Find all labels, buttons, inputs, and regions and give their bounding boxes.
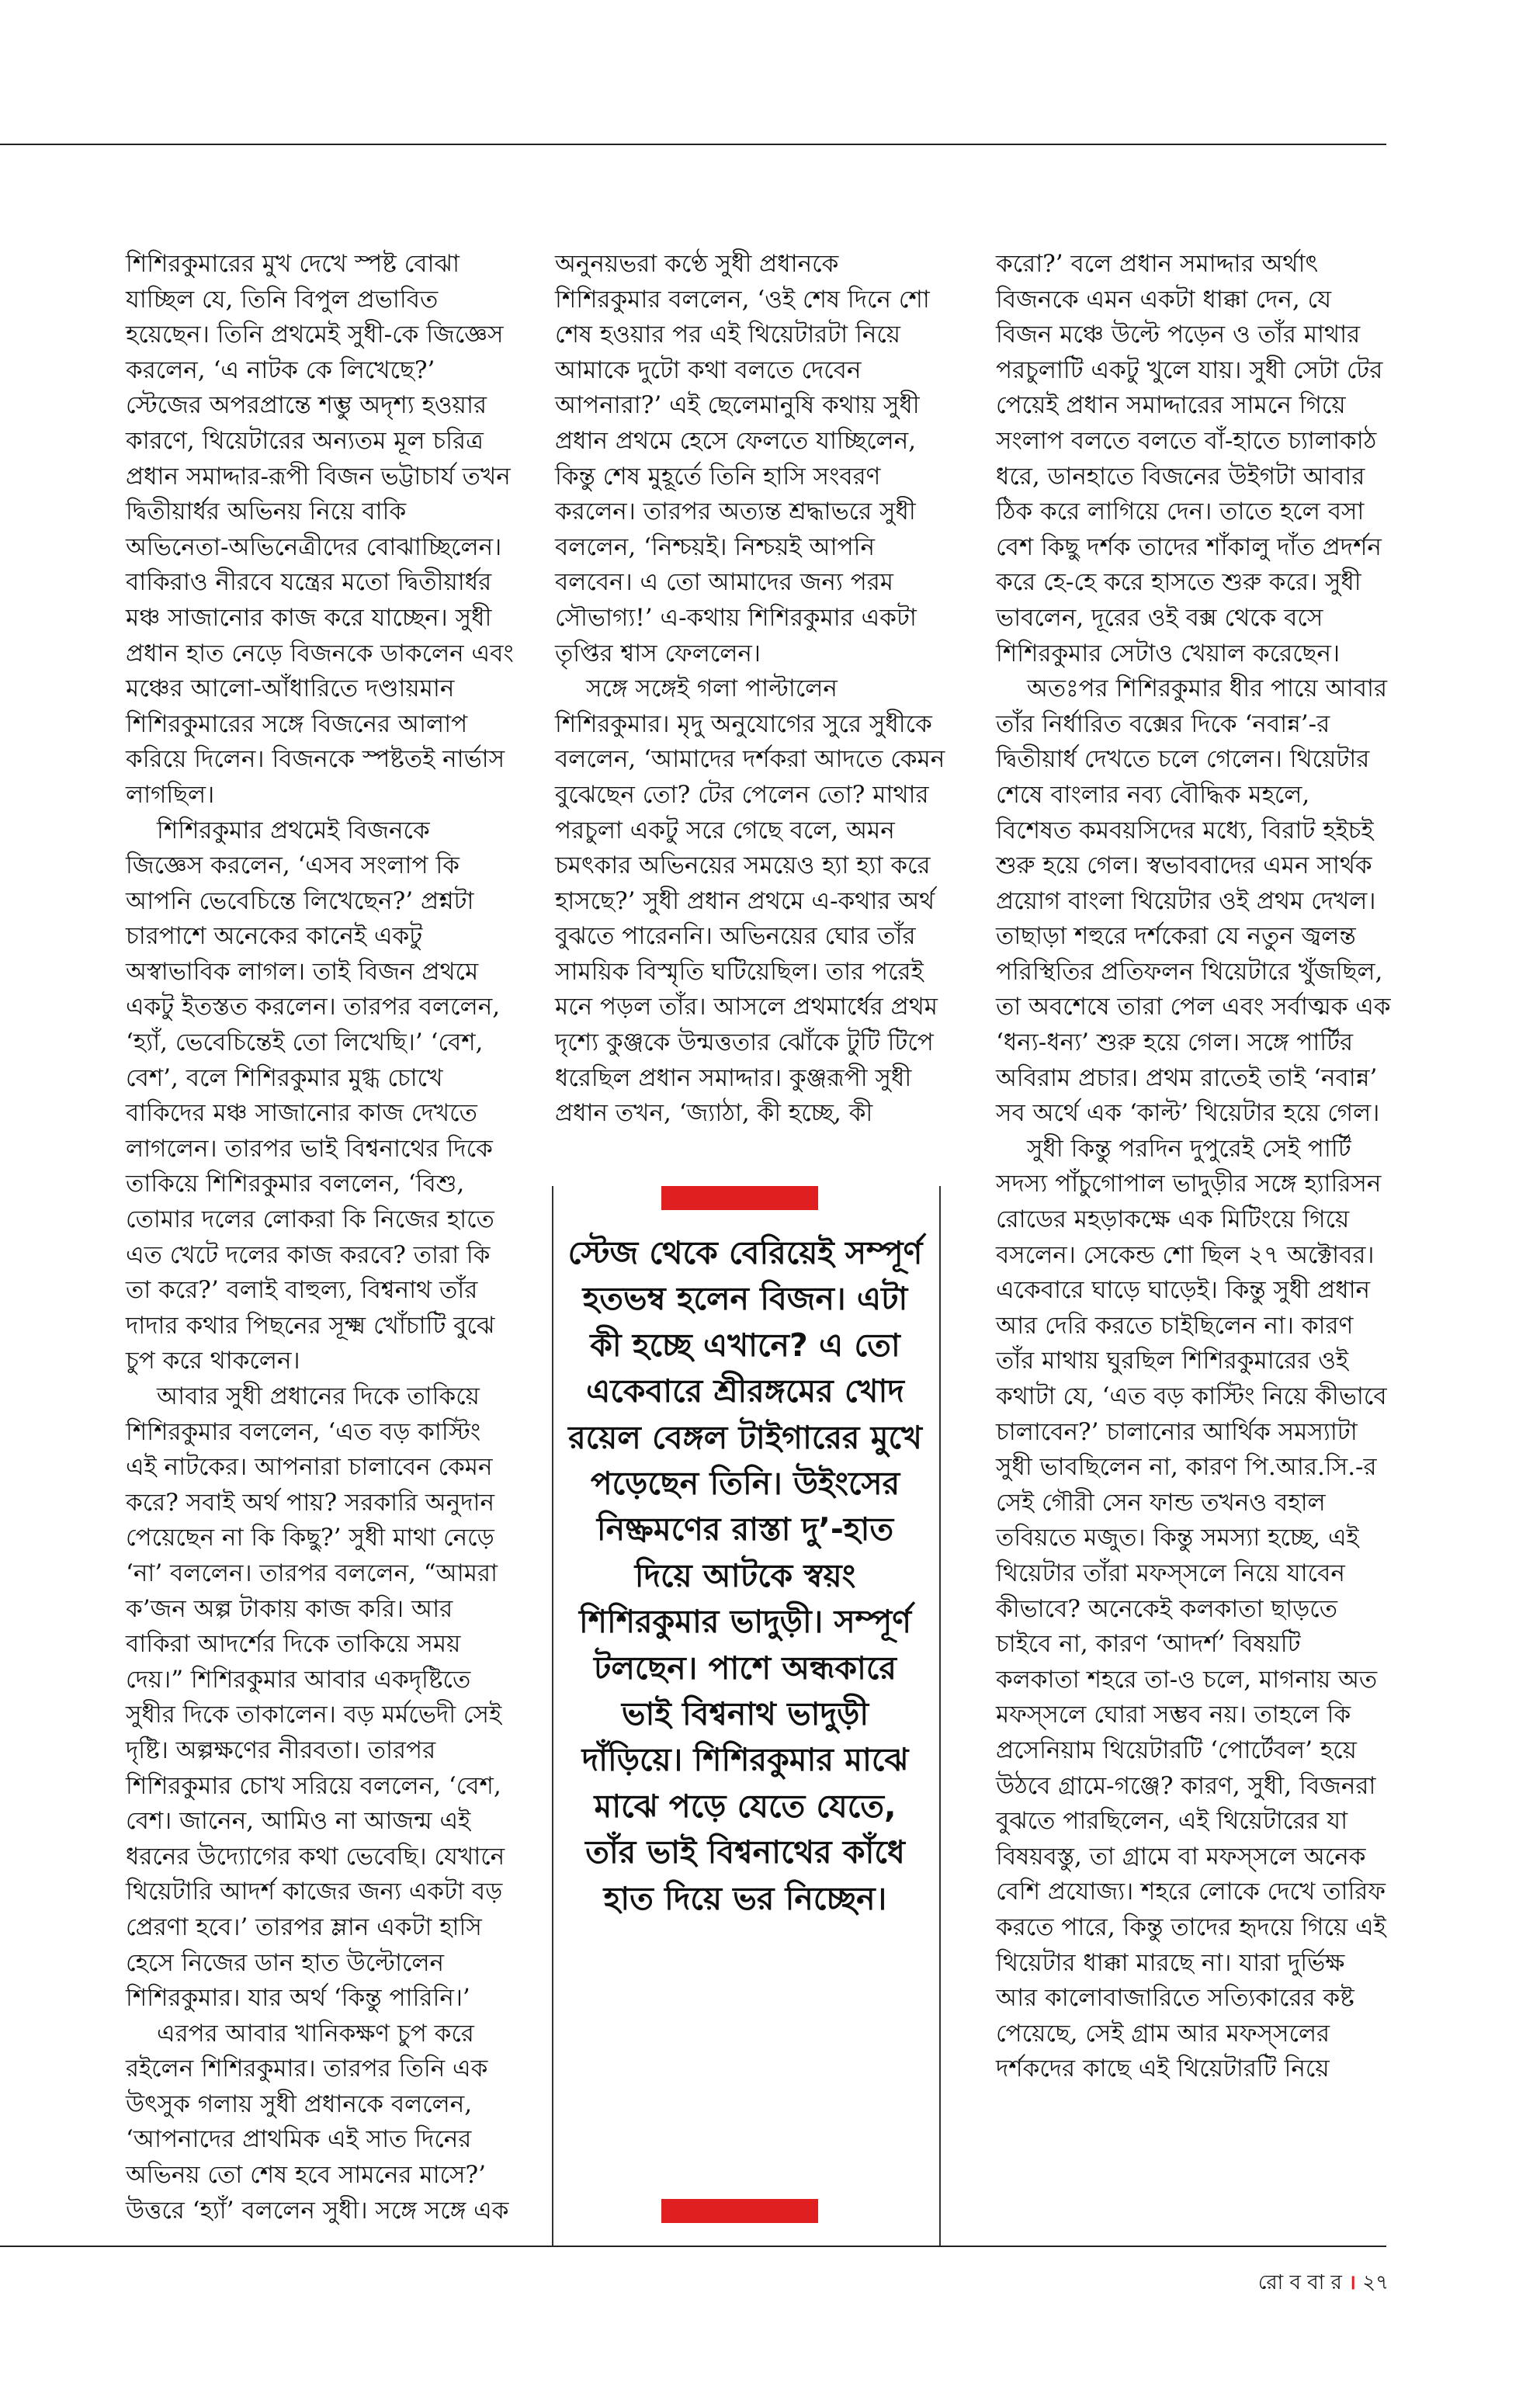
pull-quote: স্টেজ থেকে বেরিয়েই সম্পূর্ণ হতভম্ব হলেন বিজন। এটা কী হচ্ছে এখানে? এ তো একেবারে শ্রীরঙ্গমের খোদ রয়েল বেঙ্গল টাইগারের মুখে পড়েছেন তিনি। উইংসের নিষ্ক্রমণের রাস্তা দু’-হাত দিয়ে আটকে স্বয়ং শিশিরকুমার ভাদুড়ী। সম্পূর্ণ টলছেন। পাশে অন্ধকারে ভাই বিশ্বনাথ ভাদুড়ী দাঁড়িয়ে। শিশিরকুমার মাঝে মাঝে পড়ে যেতে যেতে, তাঁর ভাই বিশ্বনাথের কাঁধে হাত দিয়ে ভর নিচ্ছেন।: [567, 1234, 923, 1917]
paragraph: আবার সুধী প্রধানের দিকে তাকিয়ে শিশিরকুমার বললেন, ‘এত বড় কাস্টিং এই নাটকের। আপনারা চালাবেন কেমন করে? সবাই অর্থ পায়? সরকারি অনুদান পেয়েছেন না কি কিছু?’ সুধী মাথা নেড়ে ‘না’ বললেন। তারপর বললেন, “আমরা ক’জন অল্প টাকায় কাজ করি। আর বাকিরা আদর্শের দিকে তাকিয়ে সময় দেয়।” শিশিরকুমার আবার একদৃষ্টিতে সুধীর দিকে তাকালেন। বড় মর্মভেদী সেই দৃষ্টি। অল্পক্ষণের নীরবতা। তারপর শিশিরকুমার চোখ সরিয়ে বললেন, ‘বেশ, বেশ। জানেন, আমিও না আজন্ম এই ধরনের উদ্যোগের কথা ভেবেছি। যেখানে থিয়েটারি আদর্শ কাজের জন্য একটা বড় প্রেরণা হবে।’ তারপর ম্লান একটা হাসি হেসে নিজের ডান হাত উল্টোলেন শিশিরকুমার। যার অর্থ ‘কিন্তু পারিনি।’: [126, 1382, 505, 2013]
text-column-2: [555, 247, 951, 1132]
top-rule: [0, 144, 1386, 145]
paragraph: শিশিরকুমারের মুখ দেখে স্পষ্ট বোঝা যাচ্ছিল যে, তিনি বিপুল প্রভাবিত হয়েছেন। তিনি প্রথমেই সুধী-কে জিজ্ঞেস করলেন, ‘এ নাটক কে লিখেছে?’ স্টেজের অপরপ্রান্তে শম্ভু অদৃশ্য হওয়ার কারণে, থিয়েটারের অন্যতম মূল চরিত্র প্রধান সমাদ্দার-রূপী বিজন ভট্টাচার্য তখন দ্বিতীয়ার্ধর অভিনয় নিয়ে বাকি অভিনেতা-অভিনেত্রীদের বোঝাচ্ছিলেন। বাকিরাও নীরবে যন্ত্রের মতো দ্বিতীয়ার্ধর মঞ্চ সাজানোর কাজ করে যাচ্ছেন। সুধী প্রধান হাত নেড়ে বিজনকে ডাকলেন এবং মঞ্চের আলো-আঁধারিতে দণ্ডায়মান শিশিরকুমারের সঙ্গে বিজনের আলাপ করিয়ে দিলেন। বিজনকে স্পষ্টতই নার্ভাস লাগছিল।: [126, 250, 514, 809]
quote-accent-bar-bottom: [661, 2199, 818, 2223]
page-number: ২৭: [1362, 2271, 1389, 2294]
paragraph: সঙ্গে সঙ্গেই গলা পাল্টালেন শিশিরকুমার। মৃদু অনুযোগের সুরে সুধীকে বললেন, ‘আমাদের দর্শকরা আদতে কেমন বুঝেছেন তো? টের পেলেন তো? মাথার পরচুলা একটু সরে গেছে বলে, অমন চমৎকার অভিনয়ের সময়েও হ্যা হ্যা করে হাসছে?’ সুধী প্রধান প্রথমে এ-কথার অর্থ বুঝতে পারেননি। অভিনয়ের ঘোর তাঁর সাময়িক বিস্মৃতি ঘটিয়েছিল। তার পরেই মনে পড়ল তাঁর। আসলে প্রথমার্ধের প্রথম দৃশ্যে কুঞ্জকে উন্মত্ততার ঝোঁকে টুটি টিপে ধরেছিল প্রধান সমাদ্দার। কুঞ্জরূপী সুধী প্রধান তখন, ‘জ্যাঠা, কী হচ্ছে, কী: [555, 675, 945, 1128]
paragraph: অতঃপর শিশিরকুমার ধীর পায়ে আবার তাঁর নির্ধারিত বক্সের দিকে ‘নবান্ন’-র দ্বিতীয়ার্ধ দেখতে চলে গেলেন। থিয়েটার শেষে বাংলার নব্য বৌদ্ধিক মহলে, বিশেষত কমবয়সিদের মধ্যে, বিরাট হইচই শুরু হয়ে গেল। স্বভাববাদের এমন সার্থক প্রয়োগ বাংলা থিয়েটার ওই প্রথম দেখল। তাছাড়া শহুরে দর্শকেরা যে নতুন জ্বলন্ত পরিস্থিতির প্রতিফলন থিয়েটারে খুঁজছিল, তা অবশেষে তারা পেল এবং সর্বাত্মক এক ‘ধন্য-ধন্য’ শুরু হয়ে গেল। সঙ্গে পার্টির অবিরাম প্রচার। প্রথম রাতেই তাই ‘নবান্ন’ সব অর্থে এক ‘কাল্ট’ থিয়েটার হয়ে গেল।: [996, 675, 1391, 1128]
quote-divider-left: [552, 1186, 553, 2246]
quote-divider-right: [939, 1186, 941, 2246]
bottom-rule: [0, 2246, 1386, 2247]
paragraph: সুধী কিন্তু পরদিন দুপুরেই সেই পার্টি সদস্য পাঁচুগোপাল ভাদুড়ীর সঙ্গে হ্যারিসন রোডের মহড়াকক্ষে এক মিটিংয়ে গিয়ে বসলেন। সেকেন্ড শো ছিল ২৭ অক্টোবর। একেবারে ঘাড়ে ঘাড়েই। কিন্তু সুধী প্রধান আর দেরি করতে চাইছিলেন না। কারণ তাঁর মাথায় ঘুরছিল শিশিরকুমারের ওই কথাটা যে, ‘এত বড় কাস্টিং নিয়ে কীভাবে চালাবেন?’ চালানোর আর্থিক সমস্যাটা সুধী ভাবছিলেন না, কারণ পি.আর.সি.-র সেই গৌরী সেন ফান্ড তখনও বহাল তবিয়তে মজুত। কিন্তু সমস্যা হচ্ছে, এই থিয়েটার তাঁরা মফস্সলে নিয়ে যাবেন কীভাবে? অনেকেই কলকাতা ছাড়তে চাইবে না, কারণ ‘আদর্শ’ বিষয়টি কলকাতা শহরে তা-ও চলে, মাগনায় অত মফস্সলে ঘোরা সম্ভব নয়। তাহলে কি প্রসেনিয়াম থিয়েটারটি ‘পোর্টেবল’ হয়ে উঠবে গ্রামে-গঞ্জে? কারণ, সুধী, বিজনরা বুঝতে পারছিলেন, এই থিয়েটারের যা বিষয়বস্তু, তা গ্রামে বা মফস্সলে অনেক বেশি প্রযোজ্য। শহরে লোকে দেখে তারিফ করতে পারে, কিন্তু তাদের হৃদয়ে গিয়ে এই থিয়েটার ধাক্কা মারছে না। যারা দুর্ভিক্ষ আর কালোবাজারিতে সত্যিকারের কষ্ট পেয়েছে, সেই গ্রাম আর মফস্সলের দর্শকদের কাছে এই থিয়েটারটি নিয়ে: [996, 1134, 1387, 2083]
folio-separator: ।: [1348, 2271, 1356, 2294]
paragraph: করো?’ বলে প্রধান সমাদ্দার অর্থাৎ বিজনকে এমন একটা ধাক্কা দেন, যে বিজন মঞ্চে উল্টে পড়েন ও তাঁর মাথার পরচুলাটি একটু খুলে যায়। সুধী সেটা টের পেয়েই প্রধান সমাদ্দারের সামনে গিয়ে সংলাপ বলতে বলতে বাঁ-হাতে চ্যালাকাঠ ধরে, ডানহাতে বিজনের উইগটা আবার ঠিক করে লাগিয়ে দেন। তাতে হলে বসা বেশ কিছু দর্শক তাদের শাঁকালু দাঁত প্রদর্শন করে হে-হে করে হাসতে শুরু করে। সুধী ভাবলেন, দূরের ওই বক্স থেকে বসে শিশিরকুমার সেটাও খেয়াল করেছেন।: [996, 250, 1383, 668]
magazine-name: রো ব বা র: [1257, 2271, 1342, 2294]
paragraph: অনুনয়ভরা কণ্ঠে সুধী প্রধানকে শিশিরকুমার বললেন, ‘ওই শেষ দিনে শো শেষ হওয়ার পর এই থিয়েটারটা নিয়ে আমাকে দুটো কথা বলতে দেবেন আপনারা?’ এই ছেলেমানুষি কথায় সুধী প্রধান প্রথমে হেসে ফেলতে যাচ্ছিলেন, কিন্তু শেষ মুহূর্তে তিনি হাসি সংবরণ করলেন। তারপর অত্যন্ত শ্রদ্ধাভরে সুধী বললেন, ‘নিশ্চয়ই। নিশ্চয়ই আপনি বলবেন। এ তো আমাদের জন্য পরম সৌভাগ্য!’ এ-কথায় শিশিরকুমার একটা তৃপ্তির শ্বাস ফেললেন।: [555, 250, 930, 668]
text-column-1: [126, 247, 514, 2228]
paragraph: এরপর আবার খানিকক্ষণ চুপ করে রইলেন শিশিরকুমার। তারপর তিনি এক উৎসুক গলায় সুধী প্রধানকে বললেন, ‘আপনাদের প্রাথমিক এই সাত দিনের অভিনয় তো শেষ হবে সামনের মাসে?’ উত্তরে ‘হ্যাঁ’ বললেন সুধী। সঙ্গে সঙ্গে এক: [126, 2019, 509, 2225]
text-column-3: [996, 247, 1392, 2087]
quote-accent-bar-top: [661, 1186, 818, 1210]
page-folio: [1258, 2266, 1389, 2301]
paragraph: শিশিরকুমার প্রথমেই বিজনকে জিজ্ঞেস করলেন, ‘এসব সংলাপ কি আপনি ভেবেচিন্তে লিখেছেন?’ প্রশ্নটা চারপাশে অনেকের কানেই একটু অস্বাভাবিক লাগল। তাই বিজন প্রথমে একটু ইতস্তত করলেন। তারপর বললেন, ‘হ্যাঁ, ভেবেচিন্তেই তো লিখেছি।’ ‘বেশ, বেশ’, বলে শিশিরকুমার মুগ্ধ চোখে বাকিদের মঞ্চ সাজানোর কাজ দেখতে লাগলেন। তারপর ভাই বিশ্বনাথের দিকে তাকিয়ে শিশিরকুমার বললেন, ‘বিশু, তোমার দলের লোকরা কি নিজের হাতে এত খেটে দলের কাজ করবে? তারা কি তা করে?’ বলাই বাহুল্য, বিশ্বনাথ তাঁর দাদার কথার পিছনের সূক্ষ্ম খোঁচাটি বুঝে চুপ করে থাকলেন।: [126, 816, 501, 1375]
